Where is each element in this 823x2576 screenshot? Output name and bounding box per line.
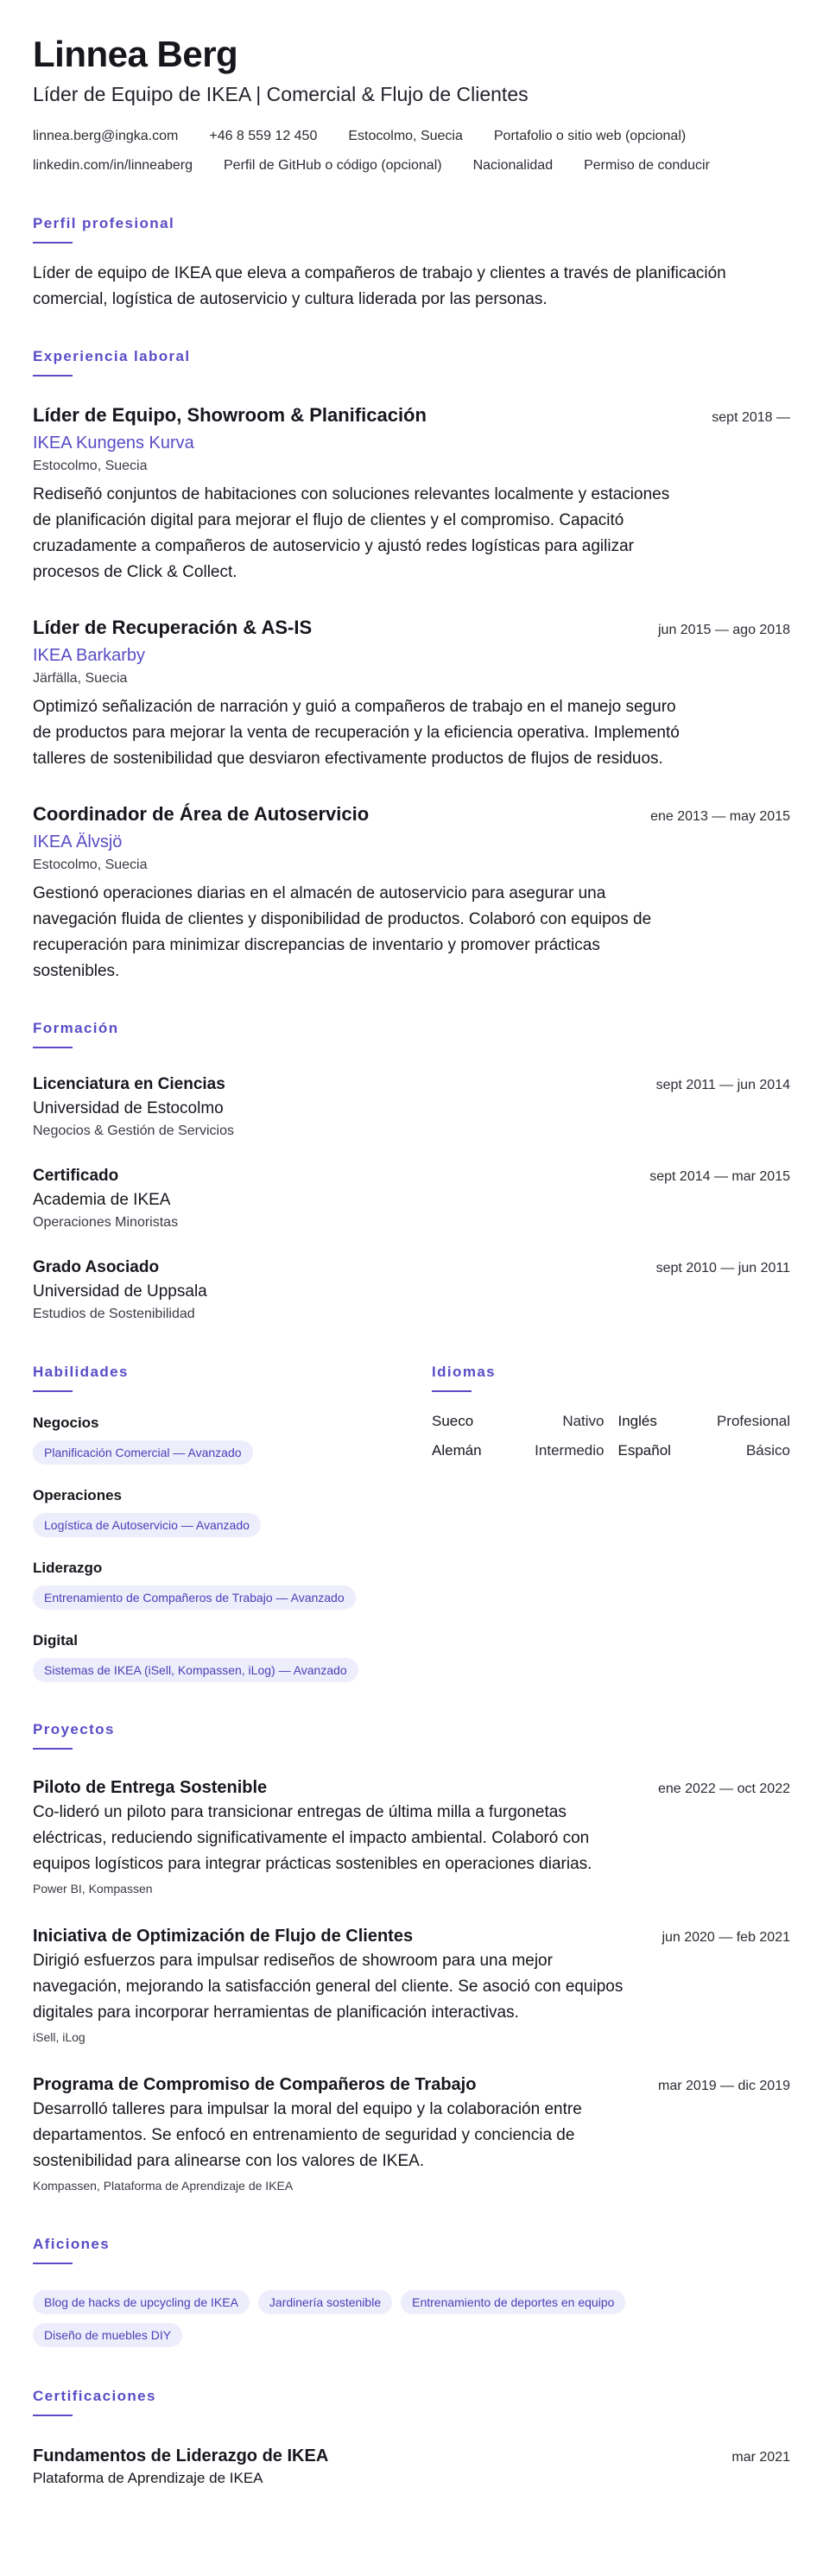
section-divider (33, 1748, 73, 1750)
section-title: Experiencia laboral (33, 348, 191, 364)
education-dates: sept 2010 — jun 2011 (655, 1261, 790, 1275)
school: Universidad de Uppsala (33, 1282, 207, 1301)
contact-linkedin[interactable]: linkedin.com/in/linneaberg (33, 158, 193, 173)
skills-languages-row (33, 1363, 790, 1682)
languages-grid (432, 1413, 790, 1459)
certification-title: Fundamentos de Liderazgo de IKEA (33, 2446, 329, 2465)
certification-date: mar 2021 (731, 2450, 790, 2465)
experience-section (33, 347, 790, 984)
projects-section (33, 1720, 790, 2195)
skill-tag: Entrenamiento de Compañeros de Trabajo — Avanzado (33, 1585, 356, 1610)
job-location: Järfälla, Suecia (33, 671, 128, 686)
job-entry (33, 615, 790, 772)
certification-entry (33, 2444, 790, 2489)
contact-list (33, 126, 790, 176)
field-of-study: Estudios de Sostenibilidad (33, 1307, 195, 1321)
section-divider (33, 242, 73, 244)
project-entry (33, 2073, 790, 2195)
hobby-tag: Jardinería sostenible (258, 2290, 392, 2314)
language-item (432, 1413, 605, 1430)
skill-category: Negocios (33, 1415, 99, 1431)
language-level: Nativo (562, 1413, 605, 1429)
language-name: Inglés (617, 1413, 657, 1429)
section-title: Idiomas (432, 1364, 497, 1380)
job-title: Líder de Equipo, Showroom & Planificación (33, 404, 427, 426)
education-dates: sept 2011 — jun 2014 (655, 1078, 790, 1092)
hobbies-section (33, 2235, 790, 2347)
person-name: Linnea Berg (33, 34, 238, 74)
headline: Líder de Equipo de IKEA | Comercial & Flujo de Clientes (33, 83, 529, 105)
job-company: IKEA Barkarby (33, 646, 146, 665)
project-tools: Kompassen, Plataforma de Aprendizaje de IKEA (33, 2179, 294, 2193)
job-entry (33, 402, 790, 585)
language-name: Alemán (432, 1442, 482, 1459)
job-dates: ene 2013 — may 2015 (650, 809, 790, 824)
education-entry (33, 1073, 790, 1142)
job-location: Estocolmo, Suecia (33, 858, 148, 872)
project-title: Piloto de Entrega Sostenible (33, 1778, 268, 1797)
contact-phone[interactable]: +46 8 559 12 450 (209, 129, 318, 143)
contact-license: Permiso de conducir (584, 158, 710, 173)
education-dates: sept 2014 — mar 2015 (649, 1169, 790, 1184)
project-description: Desarrolló talleres para impulsar la moral del equipo y la colaboración entre departamentos. Se enfocó en entrenamiento de seguridad y conciencia de sostenibilidad para alinearse con los valores de IKEA. (33, 2100, 582, 2170)
section-divider (33, 2415, 73, 2416)
profile-section (33, 214, 790, 313)
skill-tag: Logística de Autoservicio — Avanzado (33, 1513, 261, 1537)
language-name: Sueco (432, 1413, 474, 1429)
section-title: Habilidades (33, 1364, 129, 1380)
hobby-tags (33, 2282, 741, 2347)
project-dates: jun 2020 — feb 2021 (662, 1930, 790, 1945)
skill-category: Operaciones (33, 1487, 122, 1503)
school: Academia de IKEA (33, 1191, 171, 1209)
hobby-tag: Diseño de muebles DIY (33, 2323, 182, 2347)
contact-github[interactable]: Perfil de GitHub o código (opcional) (224, 158, 442, 173)
language-item (432, 1442, 605, 1459)
project-dates: ene 2022 — oct 2022 (657, 1782, 790, 1796)
skill-tag: Sistemas de IKEA (iSell, Kompassen, iLog) — Avanzado (33, 1658, 358, 1682)
job-description: Optimizó señalización de narración y guió a compañeros de trabajo en el manejo seguro de productos para mejorar la venta de recuperación y la eficiencia operativa. Implementó talleres de sostenibilidad que desviaron efectivamente productos de flujos de residuos. (33, 698, 680, 768)
degree: Certificado (33, 1167, 119, 1185)
contact-email[interactable]: linnea.berg@ingka.com (33, 129, 179, 143)
job-company: IKEA Kungens Kurva (33, 434, 194, 453)
education-entry (33, 1164, 790, 1233)
project-entry (33, 1775, 790, 1898)
job-company: IKEA Älvsjö (33, 832, 123, 851)
project-title: Programa de Compromiso de Compañeros de Trabajo (33, 2075, 477, 2094)
degree: Grado Asociado (33, 1258, 160, 1276)
languages-section (432, 1363, 790, 1682)
section-divider (33, 1390, 73, 1392)
job-location: Estocolmo, Suecia (33, 459, 148, 473)
project-entry (33, 1924, 790, 2047)
field-of-study: Operaciones Minoristas (33, 1215, 179, 1230)
language-item (618, 1442, 791, 1459)
skill-category: Liderazgo (33, 1560, 103, 1576)
language-item (618, 1413, 791, 1430)
project-tools: Power BI, Kompassen (33, 1882, 153, 1896)
resume-header (33, 33, 790, 176)
project-title: Iniciativa de Optimización de Flujo de Clientes (33, 1927, 414, 1946)
education-section (33, 1019, 790, 1325)
section-title: Aficiones (33, 2236, 111, 2252)
section-title: Certificaciones (33, 2388, 156, 2404)
skill-tag: Planificación Comercial — Avanzado (33, 1440, 253, 1465)
field-of-study: Negocios & Gestión de Servicios (33, 1123, 234, 1138)
contact-portfolio[interactable]: Portafolio o sitio web (opcional) (493, 129, 687, 143)
degree: Licenciatura en Ciencias (33, 1075, 225, 1093)
school: Universidad de Estocolmo (33, 1099, 224, 1117)
section-title: Formación (33, 1020, 119, 1036)
job-dates: jun 2015 — ago 2018 (657, 623, 790, 637)
skill-category: Digital (33, 1632, 78, 1649)
education-entry (33, 1256, 790, 1325)
contact-nationality: Nacionalidad (472, 158, 554, 173)
job-title: Coordinador de Área de Autoservicio (33, 803, 370, 825)
job-description: Gestionó operaciones diarias en el almacén de autoservicio para asegurar una navegación fluida de clientes y disponibilidad de productos. Colaboró con equipos de recuperación para minimizar discrepancias de inventario y promover prácticas sostenibles. (33, 884, 652, 980)
hobby-tag: Blog de hacks de upcycling de IKEA (33, 2290, 250, 2314)
job-entry (33, 801, 790, 984)
project-tools: iSell, iLog (33, 2030, 85, 2044)
job-title: Líder de Recuperación & AS-IS (33, 617, 313, 638)
language-level: Básico (745, 1442, 790, 1459)
language-level: Intermedio (535, 1442, 605, 1459)
hobby-tag: Entrenamiento de deportes en equipo (401, 2290, 625, 2314)
project-description: Dirigió esfuerzos para impulsar rediseños de showroom para una mejor navegación, mejorando la satisfacción general del cliente. Se asoció con equipos digitales para incorporar herramientas de planificación interactivas. (33, 1952, 624, 2022)
contact-location: Estocolmo, Suecia (348, 129, 463, 143)
job-description: Rediseñó conjuntos de habitaciones con soluciones relevantes localmente y estaciones de planificación digital para mejorar el flujo de clientes y el compromiso. Capacitó cruzadamente a compañeros de autoservicio y ajustó redes logísticas para agilizar procesos de Click & Collect. (33, 485, 670, 581)
language-level: Profesional (716, 1413, 790, 1429)
section-title: Proyectos (33, 1721, 115, 1737)
section-divider (33, 2263, 73, 2264)
project-description: Co-lideró un piloto para transicionar entregas de última milla a furgonetas eléctricas, reduciendo significativamente el impacto ambiental. Colaboró con equipos logísticos para integrar prácticas sostenibles en operaciones diarias. (33, 1803, 592, 1873)
job-dates: sept 2018 — (712, 410, 790, 425)
language-name: Español (617, 1442, 671, 1459)
project-dates: mar 2019 — dic 2019 (658, 2079, 790, 2093)
section-title: Perfil profesional (33, 215, 175, 231)
profile-summary: Líder de equipo de IKEA que eleva a compañeros de trabajo y clientes a través de planificación comercial, logística de autoservicio y cultura liderada por las personas. (33, 264, 726, 308)
section-divider (33, 1047, 73, 1048)
certifications-section (33, 2387, 790, 2489)
section-divider (432, 1390, 472, 1392)
section-divider (33, 375, 73, 377)
certification-issuer: Plataforma de Aprendizaje de IKEA (33, 2470, 263, 2486)
skills-section (33, 1363, 432, 1682)
